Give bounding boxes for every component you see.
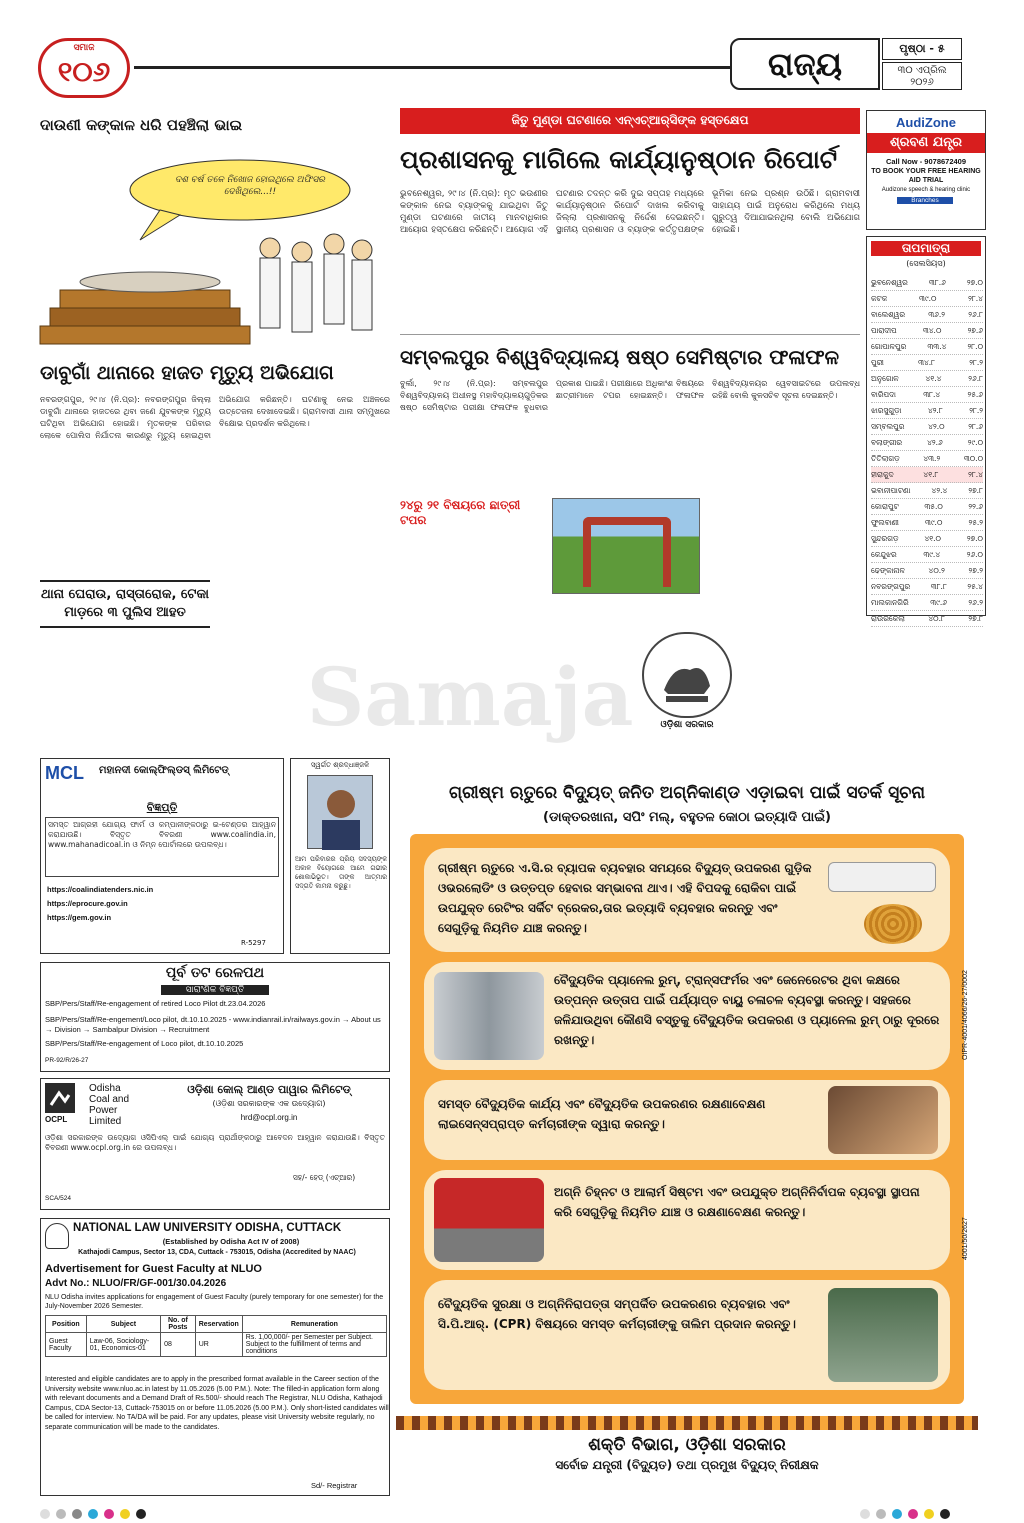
temperature-row xyxy=(871,307,983,323)
temperature-min: ୨୮.୨ xyxy=(969,406,983,415)
nluo-td-subject: Law-06, Sociology-01, Economics-01 xyxy=(86,1333,160,1357)
mcl-link-1[interactable]: https://coalindiatenders.nic.in xyxy=(47,885,154,894)
energy-points-panel xyxy=(410,834,964,1404)
ocpl-brand: OCPL xyxy=(45,1115,68,1124)
ocpl-eng-3: Power xyxy=(89,1105,118,1116)
temperature-min: ୨୯.୦ xyxy=(967,438,983,447)
temperature-min: ୨୮.୪ xyxy=(968,470,983,479)
railway-line-2: SBP/Pers/Staff/Re-engement/Loco pilot, dt.10.10.2025 - www.indianrail.in/railways.gov.in → About us → Division → Sambalpur Division → Recruitment xyxy=(45,1015,381,1034)
energy-point-1 xyxy=(424,848,950,952)
temperature-city: ବାରିପଦା xyxy=(871,390,896,399)
temperature-min: ୨୫.୪ xyxy=(967,582,983,591)
mcl-notice-title: ବିଜ୍ଞପ୍ତି xyxy=(146,801,178,814)
mcl-ref: R-5297 xyxy=(241,939,266,947)
issue-date: ୩୦ ଏପ୍ରିଲ ୨୦୨୬ xyxy=(897,65,947,88)
nluo-td-posts: 08 xyxy=(161,1333,196,1357)
temperature-row xyxy=(871,563,983,579)
nluo-td-remuneration: Rs. 1,00,000/- per Semester per Subject. Subject to the fulfillment of terms and conditions xyxy=(242,1333,386,1357)
audizone-branches: Branches xyxy=(897,197,953,204)
ocpl-sub: (ଓଡ଼ିଶା ସରକାରଙ୍କ ଏକ ଉଦ୍ୟୋଗ) xyxy=(212,1099,326,1108)
temperature-list xyxy=(871,275,983,627)
cartoon-panel xyxy=(40,106,380,356)
temperature-max: ୩୫.୦ xyxy=(924,502,943,511)
railway-ad xyxy=(40,962,390,1072)
temperature-row xyxy=(871,499,983,515)
temperature-city: ଝାରସୁଗୁଡ଼ା xyxy=(871,406,902,415)
temperature-min: ୨୭.୬ xyxy=(967,326,983,335)
nluo-notes: Interested and eligible candidates are to apply in the prescribed format available in the Career section of the University website www.nluo.ac.in latest by 11.05.2026 (5.00 P.M.). Note: The filled-in application form along with relevant documents and a Demand Draft of Rs.500/- should reach The Registrar, NLU Odisha, Kathajodi Campus, CDA Sector-13, Cuttack-753015 on or before 11.05.2026 (5.00 P.M.). Only short-listed candidates will be called for interview. No TA/DA will be paid. For any updates, please visit University website regularly, no separate communication will be made to the candidates. xyxy=(45,1376,389,1431)
temperature-city: ଭବାନୀପାଟଣା xyxy=(871,486,911,495)
obituary-ad xyxy=(290,758,390,954)
temperature-max: ୪୨.୪ xyxy=(931,486,948,495)
temperature-unit: (ସେଲସିୟସ) xyxy=(906,259,946,268)
energy-point-3 xyxy=(424,1080,950,1160)
nluo-th-remuneration: Remuneration xyxy=(242,1316,386,1333)
energy-point-5 xyxy=(424,1280,950,1390)
nluo-th-subject: Subject xyxy=(86,1316,160,1333)
temperature-city: କେନ୍ଦୁଝର xyxy=(871,550,897,559)
university-subhead: ୨୪ରୁ ୨୧ ବିଷୟରେ ଛାତ୍ରୀ ଟପର xyxy=(400,498,521,527)
temperature-max: ୪୧.୮ xyxy=(923,470,939,479)
temperature-min: ୨୮.୬ xyxy=(968,422,983,431)
section-title-box xyxy=(730,38,880,90)
temperature-row xyxy=(871,355,983,371)
temperature-max: ୩୮.୪ xyxy=(923,390,941,399)
section-title: ରାଜ୍ୟ xyxy=(768,45,842,83)
temperature-city: ଢେଙ୍କାନାଳ xyxy=(871,566,905,575)
temperature-row xyxy=(871,515,983,531)
energy-point-1-text: ଗ୍ରୀଷ୍ମ ଋତୁରେ ଏ.ସି.ର ବ୍ୟାପକ ବ୍ୟବହାର ସମୟରେ ବିଦ୍ୟୁତ୍ ଉପକରଣ ଗୁଡ଼ିକ ଓଭରଲୋଡିଂ ଓ ଉତ୍ତପ୍ତ ହେବାର ସମ୍ଭାବନା ଥାଏ। ଏହି ବିପଦକୁ ରୋକିବା ପାଇଁ ଉପଯୁକ୍ତ ରେଟିଂର ସର୍କିଟ ବ୍ରେକର,ତାର ଇତ୍ୟାଦି ବ୍ୟବହାର କରନ୍ତୁ ଏବଂ ସେଗୁଡ଼ିକୁ ନିୟମିତ ଯାଞ୍ଚ କରନ୍ତୁ। xyxy=(438,861,812,935)
panel-room-photo xyxy=(434,972,544,1060)
temperature-min: ୨୬.୨ xyxy=(968,598,983,607)
temperature-max: ୩୪.୦ xyxy=(922,326,942,335)
railway-line-3: SBP/Pers/Staff/Re-engagement of Loco pilot, dt.10.10.2025 xyxy=(45,1039,244,1048)
energy-code-1: OIPR-4001/4066/26-27/0002 xyxy=(962,970,969,1060)
mcl-link-3[interactable]: https://gem.gov.in xyxy=(47,913,112,922)
energy-code-2: 4001/50/2627 xyxy=(962,1217,969,1260)
cartoon-speech-bubble-text: ଦଶ ବର୍ଷ ତଳେ ନିଖୋଜ ହୋଇଥିଲେ ଅଫିସର ଦେଖିଥିଲେ...!! xyxy=(175,175,325,197)
energy-point-2-text: ବୈଦ୍ୟୁତିକ ପ୍ୟାନେଲ ରୁମ୍, ଟ୍ରାନ୍ସଫର୍ମର ଏବଂ ଜେନେରେଟର ଥିବା କକ୍ଷରେ ଉତ୍ପନ୍ନ ଉତ୍ତାପ ପାଇଁ ପର୍ଯ୍ୟାପ୍ତ ବାୟୁ ଚଳାଚଳ ବ୍ୟବସ୍ଥା କରନ୍ତୁ। ସହଜରେ ଜଳିଯାଉଥିବା କୌଣସି ବସ୍ତୁକୁ ବୈଦ୍ୟୁତିକ ଉପକରଣ ଓ ପ୍ୟାନେଲ ରୁମ୍ ଠାରୁ ଦୂରରେ ରଖନ୍ତୁ। xyxy=(554,973,940,1047)
temperature-min: ୨୬.୦ xyxy=(966,550,983,559)
temperature-max: ୩୮.୬ xyxy=(928,278,946,287)
cartoon-illustration xyxy=(40,140,380,354)
mcl-logo: MCL xyxy=(45,763,84,783)
samaja-logo-badge xyxy=(38,38,130,98)
ocpl-logo-mark xyxy=(45,1083,75,1113)
temperature-max: ୩୪.୮ xyxy=(918,358,936,367)
energy-point-5-text: ବୈଦ୍ୟୁତିକ ସୁରକ୍ଷା ଓ ଅଗ୍ନିନିରାପତ୍ତା ସମ୍ପର୍କିତ ଉପକରଣର ବ୍ୟବହାର ଏବଂ ସି.ପି.ଆର୍. (CPR) ବିଷୟରେ ସମସ୍ତ କର୍ମଚାରୀଙ୍କୁ ତାଲିମ ପ୍ରଦାନ କରନ୍ତୁ। xyxy=(438,1297,796,1331)
temperature-min: ୩୦.୦ xyxy=(963,454,983,463)
custody-headline: ଡାବୁଗାଁ ଥାନାରେ ହାଜତ ମୃତ୍ୟୁ ଅଭିଯୋଗ xyxy=(40,362,334,384)
mcl-name: ମହାନଦୀ କୋଲ୍‌ଫିଲ୍ଡସ୍ ଲିମିଟେଡ୍ xyxy=(99,765,229,776)
ocpl-eng-2: Coal and xyxy=(89,1094,130,1105)
temperature-city: ପାରାଦୀପ xyxy=(871,326,897,335)
temperature-min: ୨୭.୦ xyxy=(966,534,983,543)
energy-ad xyxy=(396,620,978,1500)
temperature-max: ୪୧.୦ xyxy=(924,534,941,543)
university-subhead-box xyxy=(400,498,540,527)
energy-point-2 xyxy=(424,962,950,1070)
ocpl-sign: ସହ/- ହେଡ୍ (ଏଚ୍‌ଆର) xyxy=(292,1173,356,1182)
nluo-advt-no: Advt No.: NLUO/FR/GF-001/30.04.2026 xyxy=(45,1278,227,1289)
temperature-row xyxy=(871,339,983,355)
temperature-max: ୩୯.୦ xyxy=(919,294,937,303)
temperature-min: ୨୬.୮ xyxy=(968,374,983,383)
energy-headline: ଗ୍ରୀଷ୍ମ ଋତୁରେ ବିଦ୍ୟୁତ୍ ଜନିତ ଅଗ୍ନିକାଣ୍ଡ ଏଡ଼ାଇବା ପାଇଁ ସତର୍କ ସୂଚନା xyxy=(449,783,925,803)
cartoon-title: ଦାଉଣୀ କଙ୍କାଳ ଧରି ପହଞ୍ଚିଲା ଭାଇ xyxy=(40,116,243,134)
gate-arch xyxy=(583,517,671,587)
temperature-max: ୩୯.୦ xyxy=(924,518,943,527)
temperature-row xyxy=(871,323,983,339)
temperature-row xyxy=(871,531,983,547)
temperature-min: ୨୭.୨ xyxy=(968,566,983,575)
energy-subhead: (ଡାକ୍ତରଖାନା, ସପିଂ ମଲ୍, ବହୁତଳ କୋଠା ଇତ୍ୟାଦି ପାଇଁ) xyxy=(543,810,831,825)
audizone-phone: Call Now - 9078672409 xyxy=(885,157,967,166)
temperature-title: ତାପମାତ୍ରା xyxy=(871,241,981,256)
nluo-th-position: Position xyxy=(46,1316,87,1333)
temperature-row xyxy=(871,403,983,419)
mcl-ad xyxy=(40,758,284,954)
nluo-td-reservation: UR xyxy=(195,1333,242,1357)
temperature-city: ପୁରୀ xyxy=(871,358,884,367)
ocpl-odia-name: ଓଡ଼ିଶା କୋଲ୍ ଆଣ୍ଡ ପାୱାର ଲିମିଟେଡ୍ xyxy=(187,1083,351,1096)
temperature-city: ବାଲେଶ୍ୱର xyxy=(871,310,906,319)
temperature-max: ୪୩.୨ xyxy=(923,454,941,463)
railway-name: ପୂର୍ବ ତଟ ରେଳପଥ xyxy=(165,965,265,981)
temperature-row xyxy=(871,419,983,435)
nluo-established: (Established by Odisha Act IV of 2008) xyxy=(162,1237,300,1246)
nluo-th-posts: No. of Posts xyxy=(161,1316,196,1333)
railway-line-1: SBP/Pers/Staff/Re-engagement of retired Loco Pilot dt.23.04.2026 xyxy=(45,999,266,1008)
ac-unit-icon xyxy=(828,862,936,892)
samaja-logo-name: ସମାଜ xyxy=(73,43,95,53)
nluo-emblem xyxy=(45,1223,69,1249)
temperature-min: ୨୨.୬ xyxy=(968,502,983,511)
temperature-row xyxy=(871,275,983,291)
temperature-row xyxy=(871,291,983,307)
audizone-clinic: Audizone speech & hearing clinic xyxy=(881,187,971,193)
temperature-row xyxy=(871,371,983,387)
temperature-row xyxy=(871,387,983,403)
temperature-city: କୋରାପୁଟ xyxy=(871,502,899,511)
energy-point-3-text: ସମସ୍ତ ବୈଦ୍ୟୁତିକ କାର୍ଯ୍ୟ ଏବଂ ବୈଦ୍ୟୁତିକ ଉପକରଣର ରକ୍ଷଣାବେକ୍ଷଣ ଲାଇସେନ୍ସପ୍ରାପ୍ତ କର୍ମଚାରୀଙ୍କ ଦ୍ୱାରା କରନ୍ତୁ। xyxy=(438,1097,766,1131)
energy-emblem-label: ଓଡ଼ିଶା ସରକାର xyxy=(660,720,714,730)
nluo-name: NATIONAL LAW UNIVERSITY ODISHA, CUTTACK xyxy=(73,1222,342,1234)
nluo-th-reservation: Reservation xyxy=(195,1316,242,1333)
temperature-city: କଟକ xyxy=(871,294,888,303)
lead-rule xyxy=(400,334,860,335)
temperature-min: ୨୭.୦ xyxy=(966,278,983,287)
temperature-min: ୨୮.୨ xyxy=(969,358,983,367)
nluo-address: Kathajodi Campus, Sector 13, CDA, Cuttack - 753015, Odisha (Accredited by NAAC) xyxy=(78,1249,356,1256)
page-number: ପୃଷ୍ଠା - ୫ xyxy=(899,42,945,55)
railway-ref: PR-92/R/26-27 xyxy=(45,1057,89,1064)
university-body: ବୁର୍ଲା, ୨୯।୪ (ନି.ପ୍ର): ସମ୍ବଲପୁର ବିଶ୍ୱବିଦ୍ୟାଳୟ ଅଧୀନସ୍ଥ ମହାବିଦ୍ୟାଳୟଗୁଡ଼ିକର ଷଷ୍ଠ ସେମିଷ୍ଟାର ପରୀକ୍ଷା ଫଳାଫଳ ବୁଧବାର ପ୍ରକାଶ ପାଇଛି। ପରୀକ୍ଷାରେ ଅଧିକାଂଶ ବିଷୟରେ ଛାତ୍ରୀମାନେ ଟପର ହୋଇଛନ୍ତି। ଫଳାଫଳ ବିଶ୍ୱବିଦ୍ୟାଳୟର ୱେବସାଇଟରେ ଉପଲବ୍ଧ ରହିଛି ବୋଲି କୁଳସଚିବ ସୂଚନା ଦେଇଛନ୍ତି। xyxy=(400,379,860,412)
temperature-city: ଅନୁଗୋଳ xyxy=(871,374,899,383)
temperature-city: ସୁନ୍ଦରଗଡ଼ xyxy=(871,534,899,543)
temperature-row xyxy=(871,435,983,451)
temperature-min: ୨୬.୮ xyxy=(968,310,983,319)
nluo-sign: Sd/- Registrar xyxy=(311,1481,358,1490)
temperature-min: ୨୭.୮ xyxy=(968,486,983,495)
fire-extinguisher-photo xyxy=(828,1288,938,1382)
temperature-max: ୪୨.୦ xyxy=(928,422,945,431)
energy-border-pattern xyxy=(396,1416,978,1430)
masthead xyxy=(0,0,1024,100)
temperature-city: ହୀରାକୁଦ xyxy=(871,470,894,479)
temperature-min: ୨୭.୮ xyxy=(968,614,983,623)
registration-dots-left xyxy=(40,1504,240,1516)
obituary-photo xyxy=(307,775,373,849)
page-number-box xyxy=(882,38,962,60)
temperature-max: ୪୧.୪ xyxy=(925,374,942,383)
lead-body: ଭୁବନେଶ୍ୱର, ୨୯।୪ (ନି.ପ୍ର): ମୃତ ଭଉଣୀର କଙ୍କାଳ ନେଇ ବ୍ୟାଙ୍କକୁ ଯାଇଥିବା ଜିତୁ ମୁଣ୍ଡା ଘଟଣାରେ ଜାତୀୟ ମାନବାଧିକାର ଆୟୋଗ ହସ୍ତକ୍ଷେପ କରିଛନ୍ତି। ଆୟୋଗ ଏହି ଘଟଣାର ତଦନ୍ତ କରି ଦୁଇ ସପ୍ତାହ ମଧ୍ୟରେ କାର୍ଯ୍ୟାନୁଷ୍ଠାନ ରିପୋର୍ଟ ଦାଖଲ କରିବାକୁ ଜିଲ୍ଲା ପ୍ରଶାସନକୁ ନିର୍ଦ୍ଦେଶ ଦେଇଛନ୍ତି। ସ୍ଥାନୀୟ ପ୍ରଶାସନ ଓ ବ୍ୟାଙ୍କ କର୍ତ୍ତୃପକ୍ଷଙ୍କ ଭୂମିକା ନେଇ ପ୍ରଶ୍ନ ଉଠିଛି। ଗ୍ରାମବାସୀ ସାହାଯ୍ୟ ପାଇଁ ଅନୁରୋଧ କରିଥିଲେ ମଧ୍ୟ ଗୁରୁତ୍ୱ ଦିଆଯାଇନଥିଲା ବୋଲି ଅଭିଯୋଗ ହୋଇଛି। xyxy=(400,189,860,235)
temperature-max: ୩୯.୪ xyxy=(923,550,941,559)
audizone-brand: AudiZone xyxy=(896,115,956,130)
fire-panel-photo xyxy=(434,1178,544,1262)
temperature-city: ଗୋପାଳପୁର xyxy=(871,342,907,351)
temperature-max: ୩୩.୪ xyxy=(927,342,947,351)
energy-officer: ସର୍ବୋଚ୍ଚ ଯନ୍ତ୍ରୀ (ବିଦ୍ୟୁତ) ତଥା ପ୍ରମୁଖ ବିଦ୍ୟୁତ୍ ନିରୀକ୍ଷକ xyxy=(555,1458,819,1472)
nluo-ad-title: Advertisement for Guest Faculty at NLUO xyxy=(45,1263,262,1275)
temperature-city: ରାଉରକେଲା xyxy=(871,614,905,623)
ocpl-ref: SCA/524 xyxy=(45,1195,72,1202)
technician-photo xyxy=(828,1086,938,1154)
ocpl-ad xyxy=(40,1078,390,1210)
audizone-ad xyxy=(866,110,986,230)
cable-coil-icon xyxy=(864,904,922,944)
temperature-max: ୪୨.୮ xyxy=(927,406,943,415)
temperature-panel xyxy=(866,236,986,623)
samaja-logo-number: ୧୦୬ xyxy=(57,55,111,88)
temperature-city: ଫୁଲବାଣୀ xyxy=(871,518,899,527)
energy-dept: ଶକ୍ତି ବିଭାଗ, ଓଡ଼ିଶା ସରକାର xyxy=(588,1435,786,1455)
odisha-emblem xyxy=(642,632,732,718)
mcl-link-2[interactable]: https://eprocure.gov.in xyxy=(47,899,128,908)
temperature-max: ୪୨.୬ xyxy=(927,438,943,447)
temperature-row xyxy=(871,579,983,595)
temperature-city: ସମ୍ବଲପୁର xyxy=(871,422,905,431)
temperature-min: ୨୮.୦ xyxy=(967,342,983,351)
nluo-table xyxy=(45,1315,387,1357)
custody-subhead: ଥାନା ଘେରାଉ, ରାସ୍ତାରୋକ, ଟେକା ମାଡ଼ରେ ୩ ପୁଲିସ ଆହତ xyxy=(40,580,210,628)
temperature-max: ୪୦.୨ xyxy=(928,566,945,575)
lead-headline: ପ୍ରଶାସନକୁ ମାଗିଲେ କାର୍ଯ୍ୟାନୁଷ୍ଠାନ ରିପୋର୍ଟ xyxy=(400,145,838,174)
temperature-city: ଭୁବନେଶ୍ୱର xyxy=(871,278,908,287)
temperature-max: ୪୦.୮ xyxy=(928,614,945,623)
temperature-min: ୨୫.୬ xyxy=(967,390,983,399)
nluo-ad xyxy=(40,1218,390,1496)
energy-point-4 xyxy=(424,1170,950,1270)
energy-point-4-text: ଅଗ୍ନି ଚିହ୍ନଟ ଓ ଆଲାର୍ମ ସିଷ୍ଟମ ଏବଂ ଉପଯୁକ୍ତ ଅଗ୍ନିନିର୍ବାପକ ବ୍ୟବସ୍ଥା ସ୍ଥାପନା କରି ସେଗୁଡ଼ିକୁ ନିୟମିତ ଯାଞ୍ଚ ଓ ରକ୍ଷଣାବେକ୍ଷଣ କରନ୍ତୁ। xyxy=(554,1185,920,1219)
temperature-row xyxy=(871,595,983,611)
custody-body: ନବରଙ୍ଗପୁର, ୨୯।୪ (ନି.ପ୍ର): ନବରଙ୍ଗପୁର ଜିଲ୍ଲା ଡାବୁଗାଁ ଥାନାରେ ହାଜତରେ ଥିବା ଜଣେ ଯୁବକଙ୍କ ମୃତ୍ୟୁ ଘଟିଥିବା ଅଭିଯୋଗ ହୋଇଛି। ମୃତକଙ୍କ ପରିବାର ଲୋକେ ପୋଲିସ ନିର୍ଯାତନା କାରଣରୁ ମୃତ୍ୟୁ ହୋଇଥିବା ଅଭିଯୋଗ କରିଛନ୍ତି। ଘଟଣାକୁ ନେଇ ଅଞ୍ଚଳରେ ଉତ୍ତେଜନା ଦେଖାଦେଇଛି। ଗ୍ରାମବାସୀ ଥାନା ସମ୍ମୁଖରେ ବିକ୍ଷୋଭ ପ୍ରଦର୍ଶନ କରିଥିଲେ। xyxy=(40,395,390,440)
temperature-city: ମାଲକାନଗିରି xyxy=(871,598,909,607)
mcl-notice-body: ସମସ୍ତ ଆଗ୍ରହୀ ଯୋଗ୍ୟ ଫାର୍ମ ଓ କମ୍ପାନୀଙ୍କଠାରୁ ଇ-ଟେଣ୍ଡର ଆହ୍ୱାନ କରାଯାଉଛି। ବିସ୍ତୃତ ବିବରଣୀ www.coalindia.in, www.mahanadicoal.in ଓ ନିମ୍ନ ପୋର୍ଟାଲରେ ଉପଲବ୍ଧ। xyxy=(45,817,279,877)
temperature-row xyxy=(871,467,983,483)
audizone-cta: TO BOOK YOUR FREE HEARING AID TRIAL xyxy=(871,168,981,184)
temperature-max: ୩୬.୨ xyxy=(928,310,946,319)
university-headline: ସମ୍ବଲପୁର ବିଶ୍ୱବିଦ୍ୟାଳୟ ଷଷ୍ଠ ସେମିଷ୍ଟାର ଫଳାଫଳ xyxy=(400,345,840,369)
temperature-city: ତିତିଲାଗଡ଼ xyxy=(871,454,900,463)
audizone-odia: ଶ୍ରବଣ ଯନ୍ତ୍ର xyxy=(867,133,985,153)
temperature-city: ବଲାଙ୍ଗୀର xyxy=(871,438,903,447)
lead-kicker: ଜିତୁ ମୁଣ୍ଡା ଘଟଣାରେ ଏନ୍‌ଏଚ୍‌ଆର୍‌ସିଙ୍କ ହସ୍ତକ୍ଷେପ xyxy=(511,113,749,127)
obituary-body: ଆମ ପରିବାରର ପ୍ରିୟ ସଦସ୍ୟଙ୍କ ଅକାଳ ବିୟୋଗରେ ଆମେ ଗଭୀର ଶୋକାଭିଭୂତ। ତାଙ୍କ ଆତ୍ମାର ସଦ୍‌ଗତି କାମନା କରୁଛୁ। xyxy=(295,855,387,890)
temperature-row xyxy=(871,483,983,499)
temperature-max: ୩୮.୮ xyxy=(930,582,947,591)
university-gate-photo xyxy=(552,498,700,594)
temperature-row xyxy=(871,451,983,467)
temperature-max: ୩୯.୬ xyxy=(930,598,947,607)
registration-dots-right xyxy=(860,1504,1000,1516)
temperature-min: ୨୮.୪ xyxy=(968,294,983,303)
date-box xyxy=(882,62,962,90)
ocpl-body: ଓଡ଼ିଶା ସରକାରଙ୍କ ଉଦ୍ୟୋଗ ଓସିପିଏଲ୍ ପାଇଁ ଯୋଗ୍ୟ ପ୍ରାର୍ଥୀଙ୍କଠାରୁ ଆବେଦନ ଆହ୍ୱାନ କରାଯାଉଛି। ବିସ୍ତୃତ ବିବରଣୀ www.ocpl.org.in ରେ ଉପଲବ୍ଧ। xyxy=(45,1133,385,1152)
ocpl-eng-4: Limited xyxy=(89,1116,122,1127)
railway-title: ସାରାଂଶିକ ବିଜ୍ଞପ୍ତି xyxy=(161,985,269,995)
nluo-intro: NLU Odisha invites applications for engagement of Guest Faculty (purely temporary for one semester) for the July-November 2026 Semester. xyxy=(45,1294,384,1310)
masthead-rule xyxy=(134,66,730,69)
nluo-td-position: Guest Faculty xyxy=(46,1333,87,1357)
lead-kicker-banner xyxy=(400,108,860,134)
temperature-row xyxy=(871,547,983,563)
obituary-header: ସ୍ୱର୍ଗତ ଶ୍ରଦ୍ଧାଞ୍ଜଳି xyxy=(310,761,370,769)
temperature-min: ୨୫.୨ xyxy=(968,518,983,527)
temperature-city: ନବରଙ୍ଗପୁର xyxy=(871,582,911,591)
ocpl-email[interactable]: hrd@ocpl.org.in xyxy=(240,1113,298,1122)
samaja-watermark: Samaja xyxy=(306,650,634,744)
ocpl-eng-1: Odisha xyxy=(89,1083,121,1094)
